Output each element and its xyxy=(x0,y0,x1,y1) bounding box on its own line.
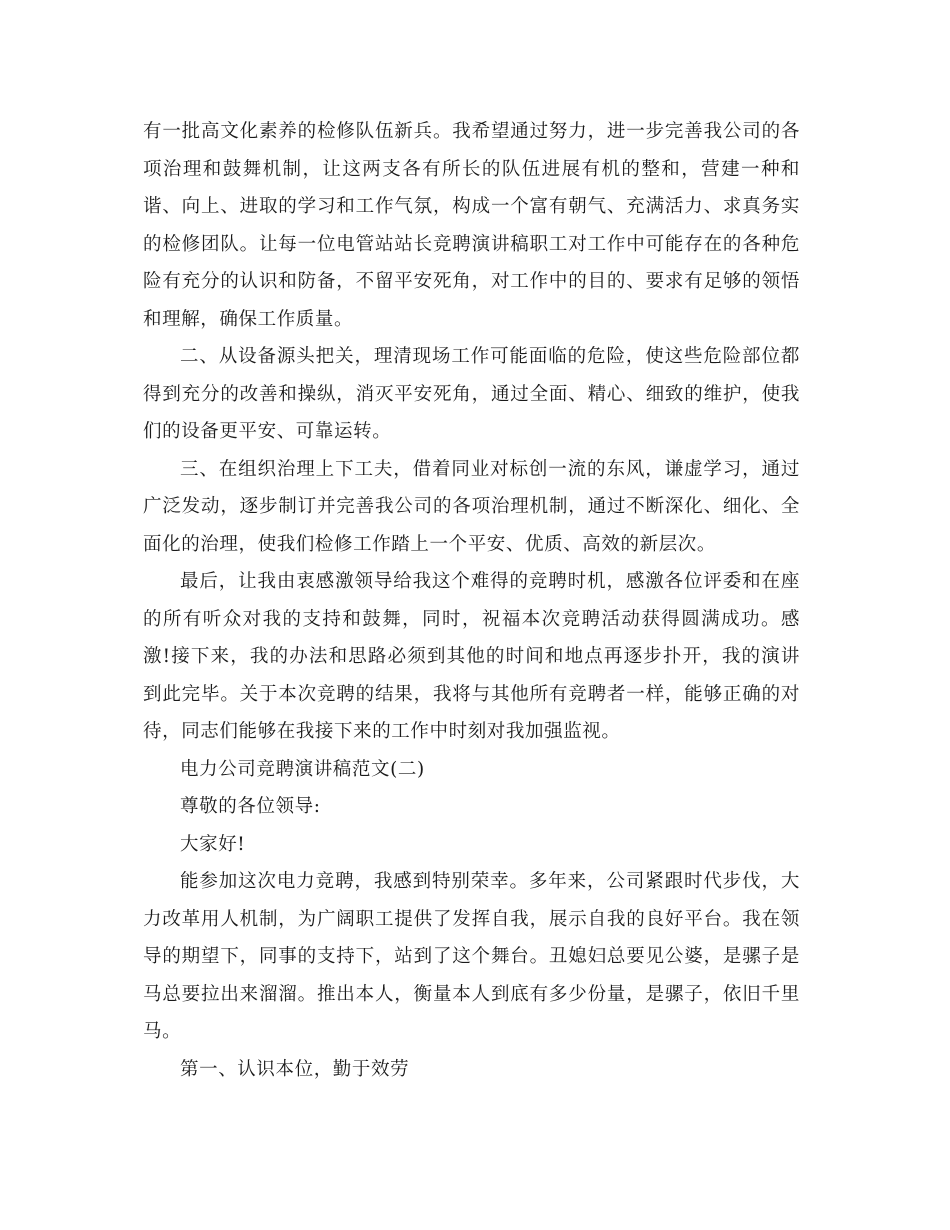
section-title: 电力公司竞聘演讲稿范文(二) xyxy=(180,758,425,780)
greeting: 大家好! xyxy=(180,833,246,855)
paragraph-closing: 最后，让我由衷感激领导给我这个难得的竞聘时机，感激各位评委和在座的所有听众对我的支持和鼓舞，同时，祝福本次竞聘活动获得圆满成功。感激!接下来，我的办法和思路必须到其他的时间和地点再逐步扑开，我的演讲到此完毕。关于本次竞聘的结果，我将与其他所有竞聘者一样，能够正确的对待，同志们能够在我接下来的工作中时刻对我加强监视。 xyxy=(143,571,800,742)
subheading-first: 第一、认识本位，勤于效劳 xyxy=(180,1058,410,1080)
paragraph-point-three: 三、在组织治理上下工夫，借着同业对标创一流的东风，谦虚学习，通过广泛发动，逐步制订并完善我公司的各项治理机制，通过不断深化、细化、全面化的治理，使我们检修工作踏上一个平安、优质、高效的新层次。 xyxy=(143,458,800,555)
paragraph-point-two: 二、从设备源头把关，理清现场工作可能面临的危险，使这些危险部位都得到充分的改善和操纵，消灭平安死角，通过全面、精心、细致的维护，使我们的设备更平安、可靠运转。 xyxy=(143,346,800,442)
salutation: 尊敬的各位领导: xyxy=(180,796,321,817)
document-body xyxy=(143,113,800,1088)
paragraph-continuation: 有一批高文化素养的检修队伍新兵。我希望通过努力，进一步完善我公司的各项治理和鼓舞机制，让这两支各有所长的队伍进展有机的整和，营建一种和谐、向上、进取的学习和工作气氛，构成一个富有朝气、充满活力、求真务实的检修团队。让每一位电管站站长竞聘演讲稿职工对工作中可能存在的各种危险有充分的认识和防备，不留平安死角，对工作中的目的、要求有足够的领悟和理解，确保工作质量。 xyxy=(143,121,800,330)
paragraph-introduction: 能参加这次电力竞聘，我感到特别荣幸。多年来，公司紧跟时代步伐，大力改革用人机制，为广阔职工提供了发挥自我，展示自我的良好平台。我在领导的期望下，同事的支持下，站到了这个舞台。丑媳妇总要见公婆，是骡子是马总要拉出来溜溜。推出本人，衡量本人到底有多少份量，是骡子，依旧千里马。 xyxy=(143,871,800,1042)
